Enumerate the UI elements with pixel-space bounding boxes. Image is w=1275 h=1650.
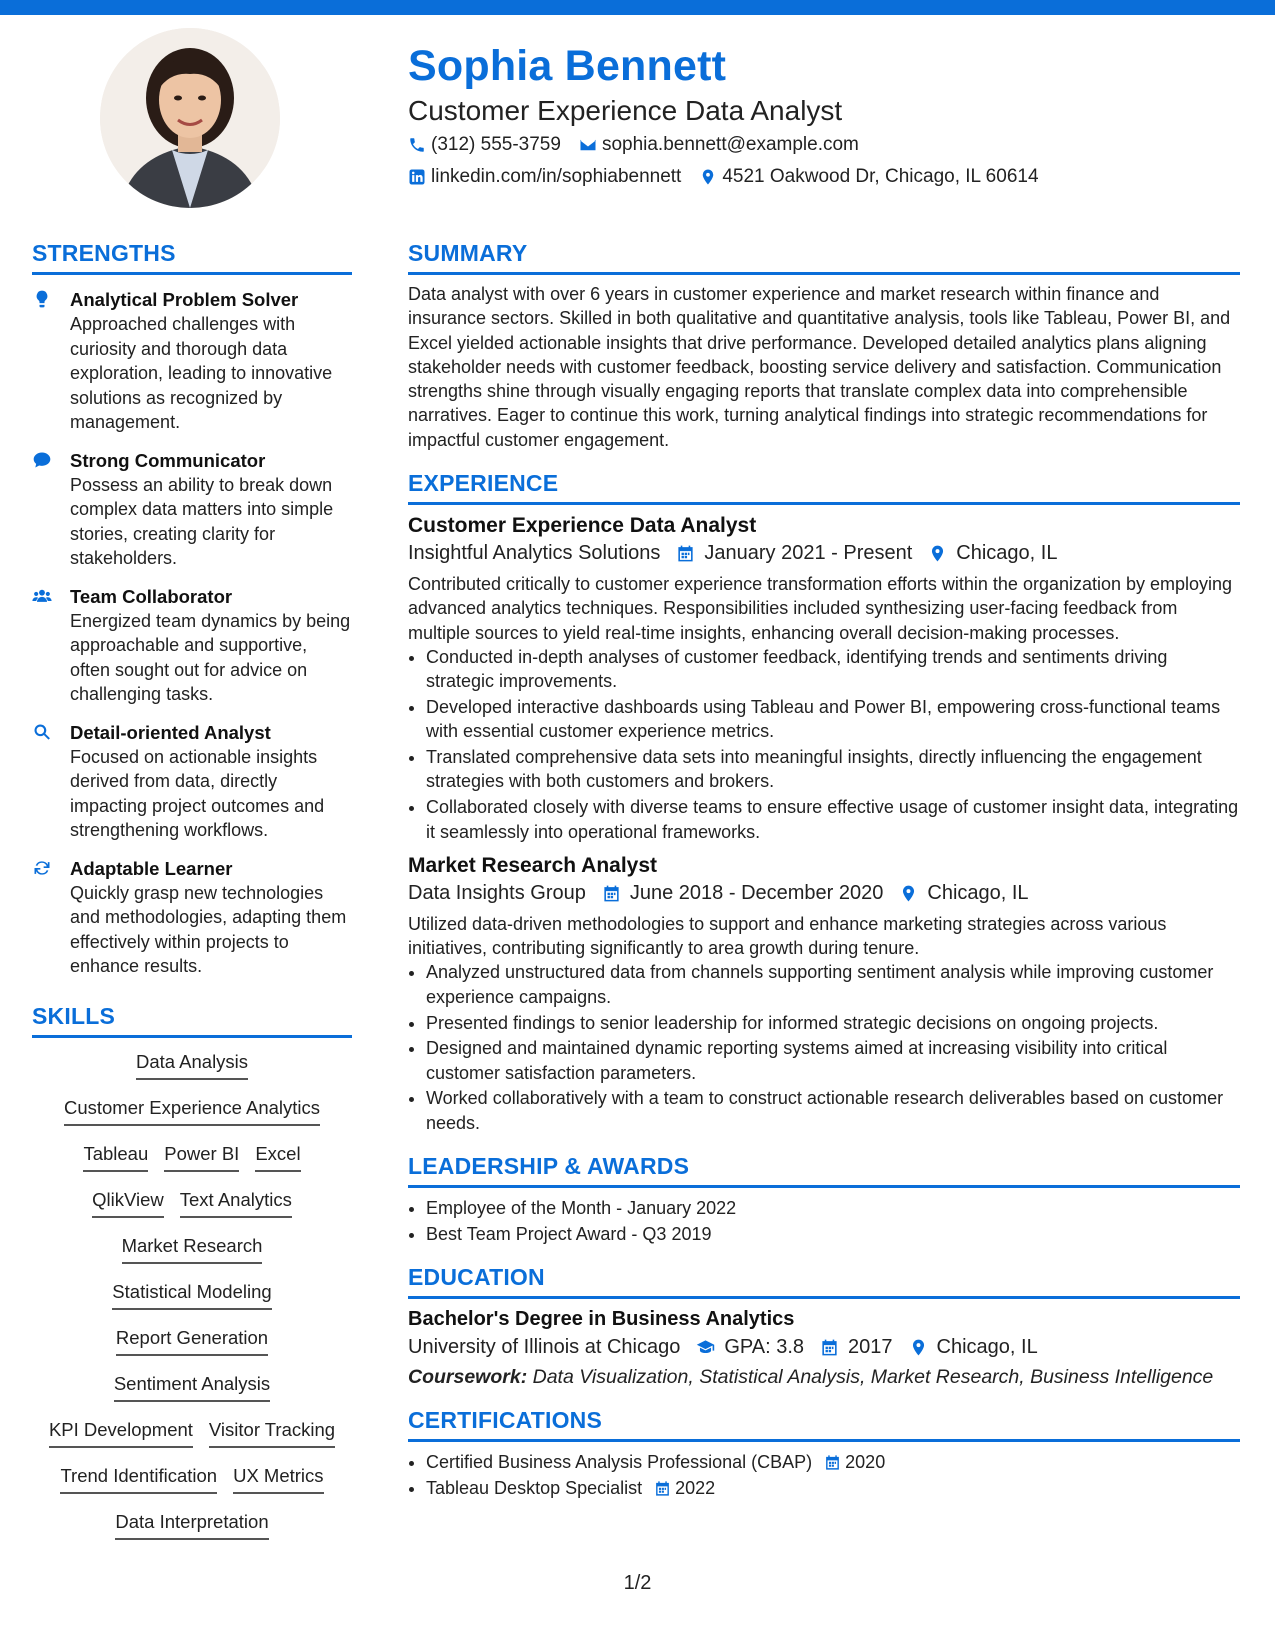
skill-tag: Customer Experience Analytics — [64, 1094, 320, 1126]
skill-tag: QlikView — [92, 1186, 164, 1218]
candidate-name: Sophia Bennett — [408, 42, 727, 90]
skill-tag: Report Generation — [116, 1324, 268, 1356]
certification-item — [426, 1450, 1240, 1474]
awards-list — [408, 1196, 1240, 1246]
contact-row-2 — [408, 166, 1057, 188]
email-text: sophia.bennett@example.com — [601, 134, 859, 155]
graduation-year: 2017 — [848, 1336, 893, 1359]
map-pin-icon — [899, 884, 918, 903]
job-bullet: • Developed interactive dashboards using Tableau and Power BI, empowering cross-functional teams with essential customer experience metrics. — [426, 695, 1240, 744]
skill-tag: Visitor Tracking — [209, 1416, 335, 1448]
skill-tag: Excel — [255, 1140, 300, 1172]
job-title: Customer Experience Data Analyst — [408, 514, 757, 538]
job-title: Market Research Analyst — [408, 853, 658, 877]
right-column — [408, 240, 1240, 1502]
cert-name: • Tableau Desktop Specialist — [426, 1477, 643, 1498]
phone-text: (312) 555-3759 — [431, 134, 561, 155]
experience-heading: EXPERIENCE — [408, 470, 1240, 505]
job-bullet: • Presented findings to senior leadership for informed strategic decisions on ongoing projects. — [426, 1011, 1240, 1035]
strengths-list — [32, 287, 352, 979]
job-dates: January 2021 - Present — [704, 542, 913, 565]
education-heading: EDUCATION — [408, 1264, 1240, 1299]
certifications-heading: CERTIFICATIONS — [408, 1407, 1240, 1442]
skill-tag: Data Analysis — [136, 1048, 248, 1080]
strength-desc: Possess an ability to break down complex data matters into simple stories, creating clarity for stakeholders. — [70, 474, 334, 568]
candidate-role: Customer Experience Data Analyst — [408, 95, 843, 126]
strength-title: Adaptable Learner — [70, 857, 233, 879]
phone-icon — [408, 136, 426, 154]
skill-tag: UX Metrics — [233, 1462, 323, 1494]
job-dates: June 2018 - December 2020 — [629, 881, 884, 904]
users-icon — [32, 586, 52, 606]
skill-tag: KPI Development — [49, 1416, 193, 1448]
strength-item — [32, 720, 352, 843]
job-bullet: • Designed and maintained dynamic reporting systems aimed at increasing visibility into critical customer satisfaction parameters. — [426, 1036, 1240, 1085]
skill-tag: Market Research — [122, 1232, 263, 1264]
calendar-icon — [602, 884, 621, 903]
skill-tag: Text Analytics — [180, 1186, 292, 1218]
certification-item — [426, 1476, 1240, 1500]
summary-text: Data analyst with over 6 years in customer experience and market research within finance and insurance sectors. Skilled in both qualitative and quantitative analysis, tools like Tableau, Power BI, and Excel yielded actionable insights that drive performance. Developed detailed analytics plans aligning stakeholder needs with customer feedback, boosting service delivery and satisfaction. Communication strengths shine through visually engaging reports that translate complex data into comprehensible narratives. Eager to continue this work, turning analytical findings into strategic recommendations for impactful customer engagement. — [408, 284, 1231, 450]
strength-desc: Focused on actionable insights derived from data, directly impacting project outcomes and strengthening workflows. — [70, 746, 325, 840]
lightbulb-icon — [32, 289, 52, 309]
strength-item — [32, 448, 352, 571]
strength-title: Analytical Problem Solver — [70, 289, 299, 310]
phone-item[interactable] — [408, 134, 561, 156]
job-entry — [408, 514, 1240, 844]
strength-item — [32, 584, 352, 707]
skills-list — [32, 1048, 352, 1540]
search-icon — [32, 722, 52, 742]
strength-desc: Energized team dynamics by being approachable and supportive, often sought out for advice on challenging tasks. — [70, 610, 351, 704]
skill-tag: Power BI — [164, 1140, 239, 1172]
refresh-icon — [32, 858, 52, 878]
job-bullet: • Analyzed unstructured data from channels supporting sentiment analysis while improving customer experience campaigns. — [426, 960, 1240, 1009]
strength-item — [32, 856, 352, 979]
cert-year: 2022 — [675, 1477, 716, 1498]
gpa: GPA: 3.8 — [724, 1336, 805, 1359]
skill-tag: Sentiment Analysis — [114, 1370, 270, 1402]
education-location: Chicago, IL — [936, 1336, 1038, 1359]
job-bullet: • Translated comprehensive data sets into meaningful insights, directly influencing the engagement strategies with both customers and brokers. — [426, 745, 1240, 794]
education-meta — [408, 1336, 1240, 1359]
job-description: Utilized data-driven methodologies to support and enhance marketing strategies across various initiatives, contributing significantly to area growth during tenure. — [408, 913, 1167, 959]
job-meta — [408, 542, 1240, 565]
cert-year: 2020 — [845, 1452, 886, 1473]
skill-tag: Data Interpretation — [115, 1508, 268, 1540]
summary-heading: SUMMARY — [408, 240, 1240, 275]
calendar-icon — [820, 1338, 839, 1357]
company-name: Insightful Analytics Solutions — [408, 542, 661, 565]
strength-desc: Quickly grasp new technologies and methodologies, adapting them effectively within projects to enhance results. — [70, 882, 347, 976]
skill-tag: Trend Identification — [60, 1462, 217, 1494]
contact-row-1 — [408, 134, 877, 156]
job-description: Contributed critically to customer experience transformation efforts within the organization by employing advanced analytics techniques. Responsibilities included synthesizing user-facing feedback from multiple sources to yield real-time insights, enhancing overall decision-making processes. — [408, 574, 1233, 643]
strengths-heading: STRENGTHS — [32, 240, 352, 275]
skills-heading: SKILLS — [32, 1003, 352, 1038]
job-meta — [408, 882, 1240, 905]
calendar-icon — [676, 544, 695, 563]
job-bullet: • Worked collaboratively with a team to construct actionable research deliverables based on customer needs. — [426, 1086, 1240, 1135]
coursework-label: Coursework: — [408, 1366, 528, 1389]
company-name: Data Insights Group — [408, 881, 586, 904]
job-location: Chicago, IL — [956, 542, 1058, 565]
email-item[interactable] — [579, 134, 859, 156]
award-item: • Employee of the Month - January 2022 — [426, 1196, 1240, 1220]
award-item: • Best Team Project Award - Q3 2019 — [426, 1222, 1240, 1246]
job-bullet: • Conducted in-depth analyses of customer feedback, identifying trends and sentiments driving strategic improvements. — [426, 645, 1240, 694]
profile-photo — [100, 28, 280, 208]
left-column — [32, 240, 352, 1554]
map-pin-icon — [699, 168, 717, 186]
top-accent-bar — [0, 0, 1275, 15]
strength-title: Strong Communicator — [70, 449, 266, 471]
strength-desc: Approached challenges with curiosity and thorough data exploration, leading to innovative solutions as recognized by management. — [70, 314, 333, 432]
skill-tag: Tableau — [83, 1140, 148, 1172]
degree-title: Bachelor's Degree in Business Analytics — [408, 1308, 795, 1331]
cert-name: • Certified Business Analysis Professional (CBAP) — [426, 1452, 813, 1473]
page-number: 1/2 — [623, 1572, 652, 1594]
map-pin-icon — [909, 1338, 928, 1357]
linkedin-item[interactable] — [408, 166, 681, 188]
address-item — [699, 166, 1038, 188]
address-text: 4521 Oakwood Dr, Chicago, IL 60614 — [722, 166, 1039, 187]
calendar-icon — [654, 1480, 671, 1497]
calendar-icon — [824, 1454, 841, 1471]
job-location: Chicago, IL — [927, 881, 1029, 904]
envelope-icon — [579, 136, 597, 154]
strength-title: Detail-oriented Analyst — [70, 721, 271, 743]
job-entry — [408, 854, 1240, 1135]
job-bullet: • Collaborated closely with diverse teams to ensure effective usage of customer insight data, integrating it seamlessly into operational frameworks. — [426, 795, 1240, 844]
graduation-cap-icon — [696, 1338, 715, 1357]
coursework-text: Data Visualization, Statistical Analysis, Market Research, Business Intelligence — [532, 1366, 1214, 1389]
coursework — [408, 1366, 1240, 1389]
linkedin-icon — [408, 168, 426, 186]
job-bullets — [408, 645, 1240, 844]
chat-bubble-icon — [32, 450, 52, 470]
school-name: University of Illinois at Chicago — [408, 1336, 681, 1359]
awards-heading: LEADERSHIP & AWARDS — [408, 1153, 1240, 1188]
linkedin-text: linkedin.com/in/sophiabennett — [431, 166, 682, 187]
map-pin-icon — [928, 544, 947, 563]
certifications-list — [408, 1450, 1240, 1500]
strength-title: Team Collaborator — [70, 585, 233, 607]
strength-item — [32, 287, 352, 435]
job-bullets — [408, 960, 1240, 1135]
skill-tag: Statistical Modeling — [112, 1278, 271, 1310]
